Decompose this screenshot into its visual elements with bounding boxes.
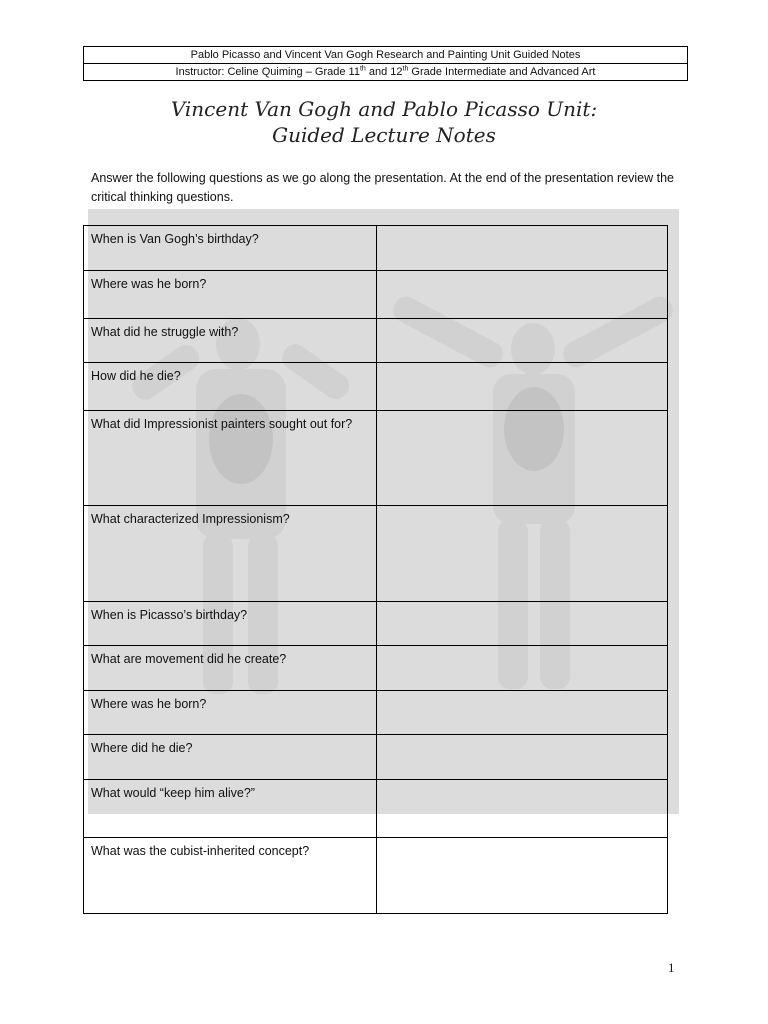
- answer-cell[interactable]: [376, 506, 668, 602]
- answer-cell[interactable]: [376, 646, 668, 691]
- table-row: [84, 691, 668, 735]
- answer-cell[interactable]: [376, 780, 668, 838]
- question-cell: Where was he born?: [84, 691, 377, 735]
- header-superscript-11: th: [359, 65, 366, 73]
- question-cell: Where was he born?: [84, 271, 377, 319]
- answer-cell[interactable]: [376, 691, 668, 735]
- answer-cell[interactable]: [376, 226, 668, 271]
- question-cell: What are movement did he create?: [84, 646, 377, 691]
- guided-notes-table: [83, 225, 668, 914]
- question-cell: When is Van Gogh’s birthday?: [84, 226, 377, 271]
- page-number: 1: [668, 960, 675, 975]
- instructions-paragraph: Answer the following questions as we go along the presentation. At the end of the presentation review the critical thinking questions.: [91, 171, 675, 204]
- table-row: [84, 780, 668, 838]
- answer-cell[interactable]: [376, 363, 668, 411]
- question-cell: Where did he die?: [84, 735, 377, 780]
- table-row: [84, 646, 668, 691]
- answer-cell[interactable]: [376, 319, 668, 363]
- answer-cell[interactable]: [376, 271, 668, 319]
- table-row: [84, 602, 668, 646]
- table-row: [84, 506, 668, 602]
- table-row: [84, 838, 668, 914]
- header-instructor-prefix: Instructor: Celine Quiming – Grade 11: [175, 66, 360, 78]
- answer-cell[interactable]: [376, 838, 668, 914]
- table-row: [84, 411, 668, 506]
- question-cell: When is Picasso’s birthday?: [84, 602, 377, 646]
- page-title-line-1: Vincent Van Gogh and Pablo Picasso Unit:: [170, 97, 598, 121]
- table-row: [84, 735, 668, 780]
- table-row: [84, 271, 668, 319]
- header-unit-title: Pablo Picasso and Vincent Van Gogh Research and Painting Unit Guided Notes: [190, 49, 581, 61]
- answer-cell[interactable]: [376, 735, 668, 780]
- question-cell: What characterized Impressionism?: [84, 506, 377, 602]
- table-row: [84, 319, 668, 363]
- question-cell: How did he die?: [84, 363, 377, 411]
- page-title-line-2: Guided Lecture Notes: [272, 123, 496, 147]
- question-cell: What did he struggle with?: [84, 319, 377, 363]
- document-header: [83, 46, 688, 81]
- table-row: [84, 226, 668, 271]
- header-superscript-12: th: [402, 65, 409, 73]
- header-instructor-mid: and 12: [365, 66, 403, 78]
- header-instructor-line: [84, 63, 687, 80]
- table-row: [84, 363, 668, 411]
- answer-cell[interactable]: [376, 602, 668, 646]
- question-cell: What was the cubist-inherited concept?: [84, 838, 377, 914]
- question-cell: What would “keep him alive?”: [84, 780, 377, 838]
- question-cell: What did Impressionist painters sought out for?: [84, 411, 377, 506]
- header-instructor-suffix: Grade Intermediate and Advanced Art: [408, 66, 596, 78]
- answer-cell[interactable]: [376, 411, 668, 506]
